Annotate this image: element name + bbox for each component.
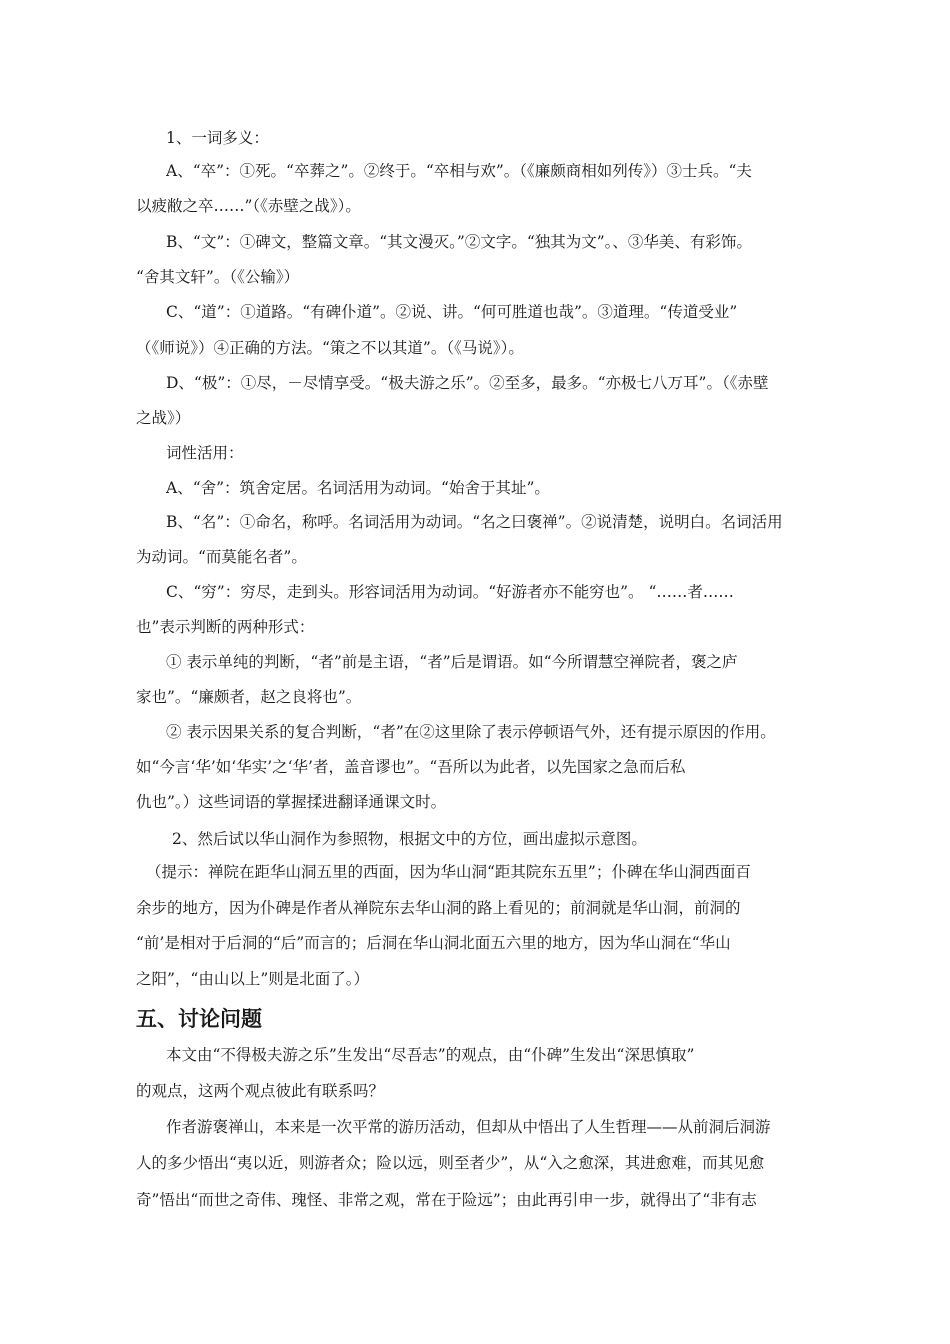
text-line: 如“今言‘华’如‘华实’之‘华’者，盖音谬也”。“吾所以为此者，以先国家之急而后私 (136, 758, 686, 776)
text-line: B、“文”：①碑文，整篇文章。“其文漫灭。”②文字。“独其为文”。、③华美、有彩饰。 (166, 233, 752, 251)
section-heading: 五、讨论问题 (136, 1007, 262, 1031)
text-line: 之战》） (136, 409, 191, 427)
text-line: ① 表示单纯的判断，“者”前是主语，“者”后是谓语。如“今所谓慧空禅院者，褒之庐 (166, 653, 738, 671)
text-line: C、“道”：①道路。“有碑仆道”。②说、讲。“何可胜道也哉”。③道理。“传道受业” (166, 303, 738, 321)
text-line: A、“舍”：筑舍定居。名词活用为动词。“始舍于其址”。 (166, 479, 550, 497)
text-line: 本文由“不得极夫游之乐”生发出“尽吾志”的观点，由“仆碑”生发出“深思慎取” (166, 1046, 695, 1064)
text-line: 也”表示判断的两种形式： (136, 618, 315, 636)
text-line: （《师说》）④正确的方法。“策之不以其道”。（《马说》）。 (136, 339, 524, 357)
text-line: 以疲敝之卒……”（《赤壁之战》）。 (136, 197, 361, 215)
text-line: ② 表示因果关系的复合判断，“者”在②这里除了表示停顿语气外，还有提示原因的作用。 (166, 723, 776, 741)
text-line: 人的多少悟出“夷以近，则游者众；险以远，则至者少”，从“入之愈深，其进愈难，而其见愈 (136, 1154, 765, 1172)
text-line: “前’是相对于后洞的“后”而言的；后洞在华山洞北面五六里的地方，因为华山洞在“华山 (136, 934, 731, 952)
text-line: “舍其文轩”。（《公输》） (136, 268, 300, 286)
text-line: 为动词。“而莫能名者”。 (136, 548, 307, 566)
text-line: 仇也”。）这些词语的掌握揉进翻译通课文时。 (136, 793, 447, 811)
text-line: 奇”悟出“而世之奇伟、瑰怪、非常之观，常在于险远”；由此再引申一步，就得出了“非有志 (136, 1191, 757, 1209)
text-line: 的观点，这两个观点彼此有联系吗？ (136, 1082, 385, 1100)
text-line: （提示：禅院在距华山洞五里的西面，因为华山洞“距其院东五里”；仆碑在华山洞西面百 (146, 863, 751, 881)
text-line: 2、然后试以华山洞作为参照物，根据文中的方位，画出虚拟示意图。 (172, 830, 647, 848)
text-line: A、“卒”：①死。“卒葬之”。②终于。“卒相与欢”。（《廉颇商相如列传》）③士兵。“夫 (166, 162, 752, 180)
text-line: 1、一词多义： (166, 129, 269, 147)
text-line: 之阳”，“由山以上”则是北面了。） (136, 970, 370, 988)
text-line: B、“名”：①命名，称呼。名词活用为动词。“名之曰褒禅”。②说清楚，说明白。名词活用 (166, 513, 783, 531)
text-line: 余步的地方，因为仆碑是作者从禅院东去华山洞的路上看见的；前洞就是华山洞，前洞的 (136, 899, 741, 917)
text-line: 词性活用： (166, 444, 244, 462)
text-line: C、“穷”：穷尽，走到头。形容词活用为动词。“好游者亦不能穷也”。 “……者…… (166, 583, 734, 601)
text-line: 家也”。“廉颇者，赵之良将也”。 (136, 688, 362, 706)
text-line: 作者游褒禅山，本来是一次平常的游历活动，但却从中悟出了人生哲理——从前洞后洞游 (166, 1118, 771, 1136)
text-line: D、“极”：①尽，－尽情享受。“极夫游之乐”。②至多，最多。“亦极七八万耳”。（《赤壁 (166, 374, 769, 392)
